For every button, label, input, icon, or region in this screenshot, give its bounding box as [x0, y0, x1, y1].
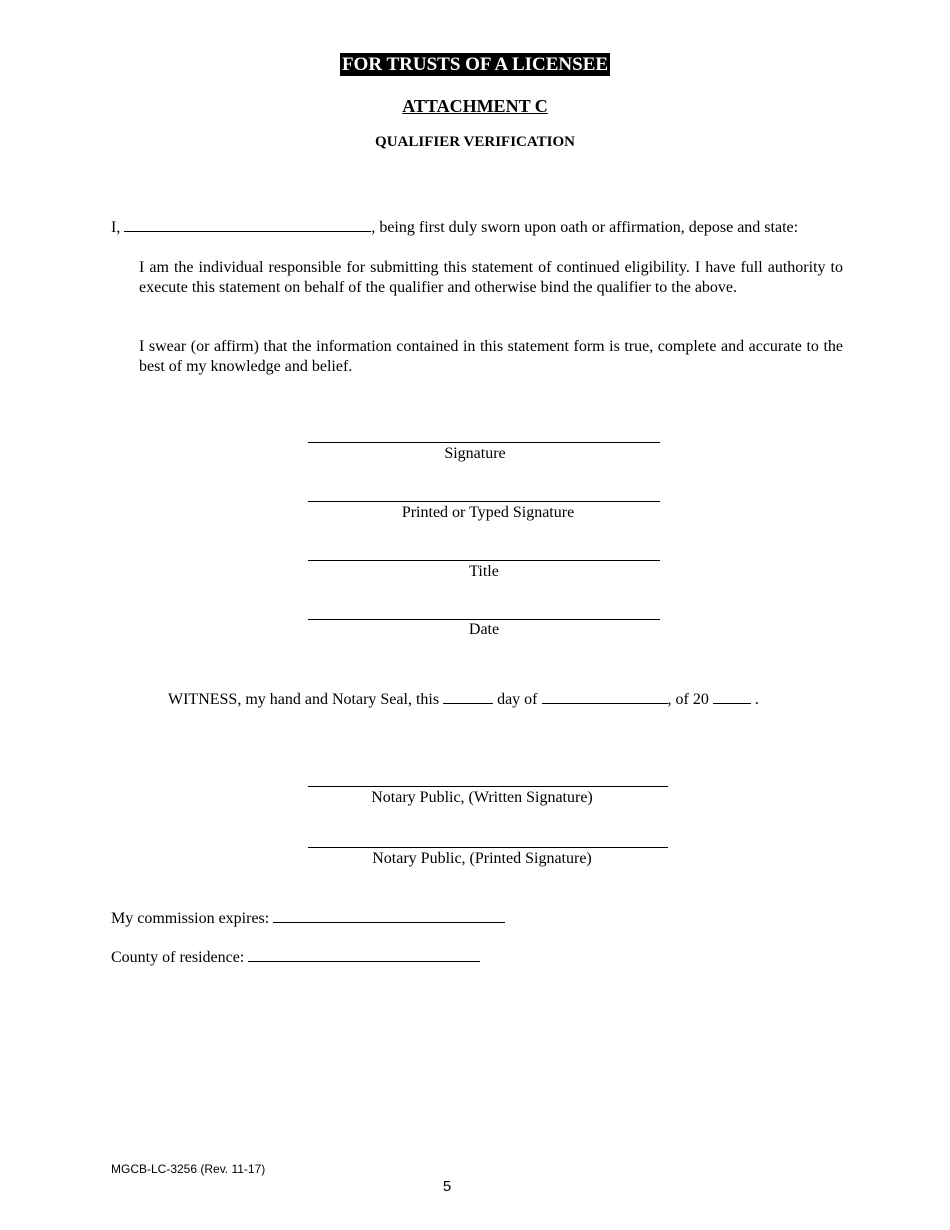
- signature-field[interactable]: [308, 442, 660, 443]
- signature-label: Signature: [444, 445, 506, 462]
- witness-text-2: day of: [497, 691, 538, 708]
- witness-line: [168, 690, 759, 709]
- paragraph-affirmation: I swear (or affirm) that the information contained in this statement form is true, complete and accurate to the best of my knowledge and belief.: [139, 338, 843, 375]
- attachment-heading: ATTACHMENT C: [402, 96, 548, 116]
- name-field[interactable]: [124, 218, 371, 232]
- banner-text: FOR TRUSTS OF A LICENSEE: [341, 54, 609, 75]
- county-label: County of residence:: [111, 949, 245, 966]
- commission-line: [111, 909, 505, 928]
- notary-written-signature-field[interactable]: [308, 786, 668, 787]
- oath-line: [111, 218, 798, 237]
- printed-signature-label: Printed or Typed Signature: [401, 504, 575, 521]
- oath-prefix: I,: [111, 219, 121, 236]
- paragraph-authority: I am the individual responsible for submitting this statement of continued eligibility. I have full authority to execute this statement on behalf of the qualifier and otherwise bind the qualifier to the above.: [139, 259, 843, 296]
- witness-year-field[interactable]: [713, 690, 751, 704]
- commission-label: My commission expires:: [111, 910, 270, 927]
- county-line: [111, 948, 480, 967]
- page-title: QUALIFIER VERIFICATION: [375, 134, 575, 150]
- title-label: Title: [469, 563, 499, 580]
- form-id: MGCB-LC-3256 (Rev. 11-17): [111, 1162, 266, 1176]
- oath-suffix: , being first duly sworn upon oath or affirmation, depose and state:: [371, 219, 799, 236]
- notary-printed-label: Notary Public, (Printed Signature): [372, 850, 592, 867]
- witness-day-field[interactable]: [443, 690, 493, 704]
- printed-signature-field[interactable]: [308, 501, 660, 502]
- witness-text-1: WITNESS, my hand and Notary Seal, this: [168, 691, 440, 708]
- title-field[interactable]: [308, 560, 660, 561]
- witness-text-4: .: [754, 691, 759, 708]
- date-label: Date: [468, 621, 500, 638]
- commission-expires-field[interactable]: [273, 909, 505, 923]
- date-field[interactable]: [308, 619, 660, 620]
- page-number: 5: [442, 1178, 452, 1195]
- notary-written-label: Notary Public, (Written Signature): [371, 789, 593, 806]
- banner: [0, 54, 950, 76]
- witness-text-3: , of 20: [667, 691, 709, 708]
- county-of-residence-field[interactable]: [248, 948, 480, 962]
- notary-printed-signature-field[interactable]: [308, 847, 668, 848]
- witness-month-field[interactable]: [542, 690, 668, 704]
